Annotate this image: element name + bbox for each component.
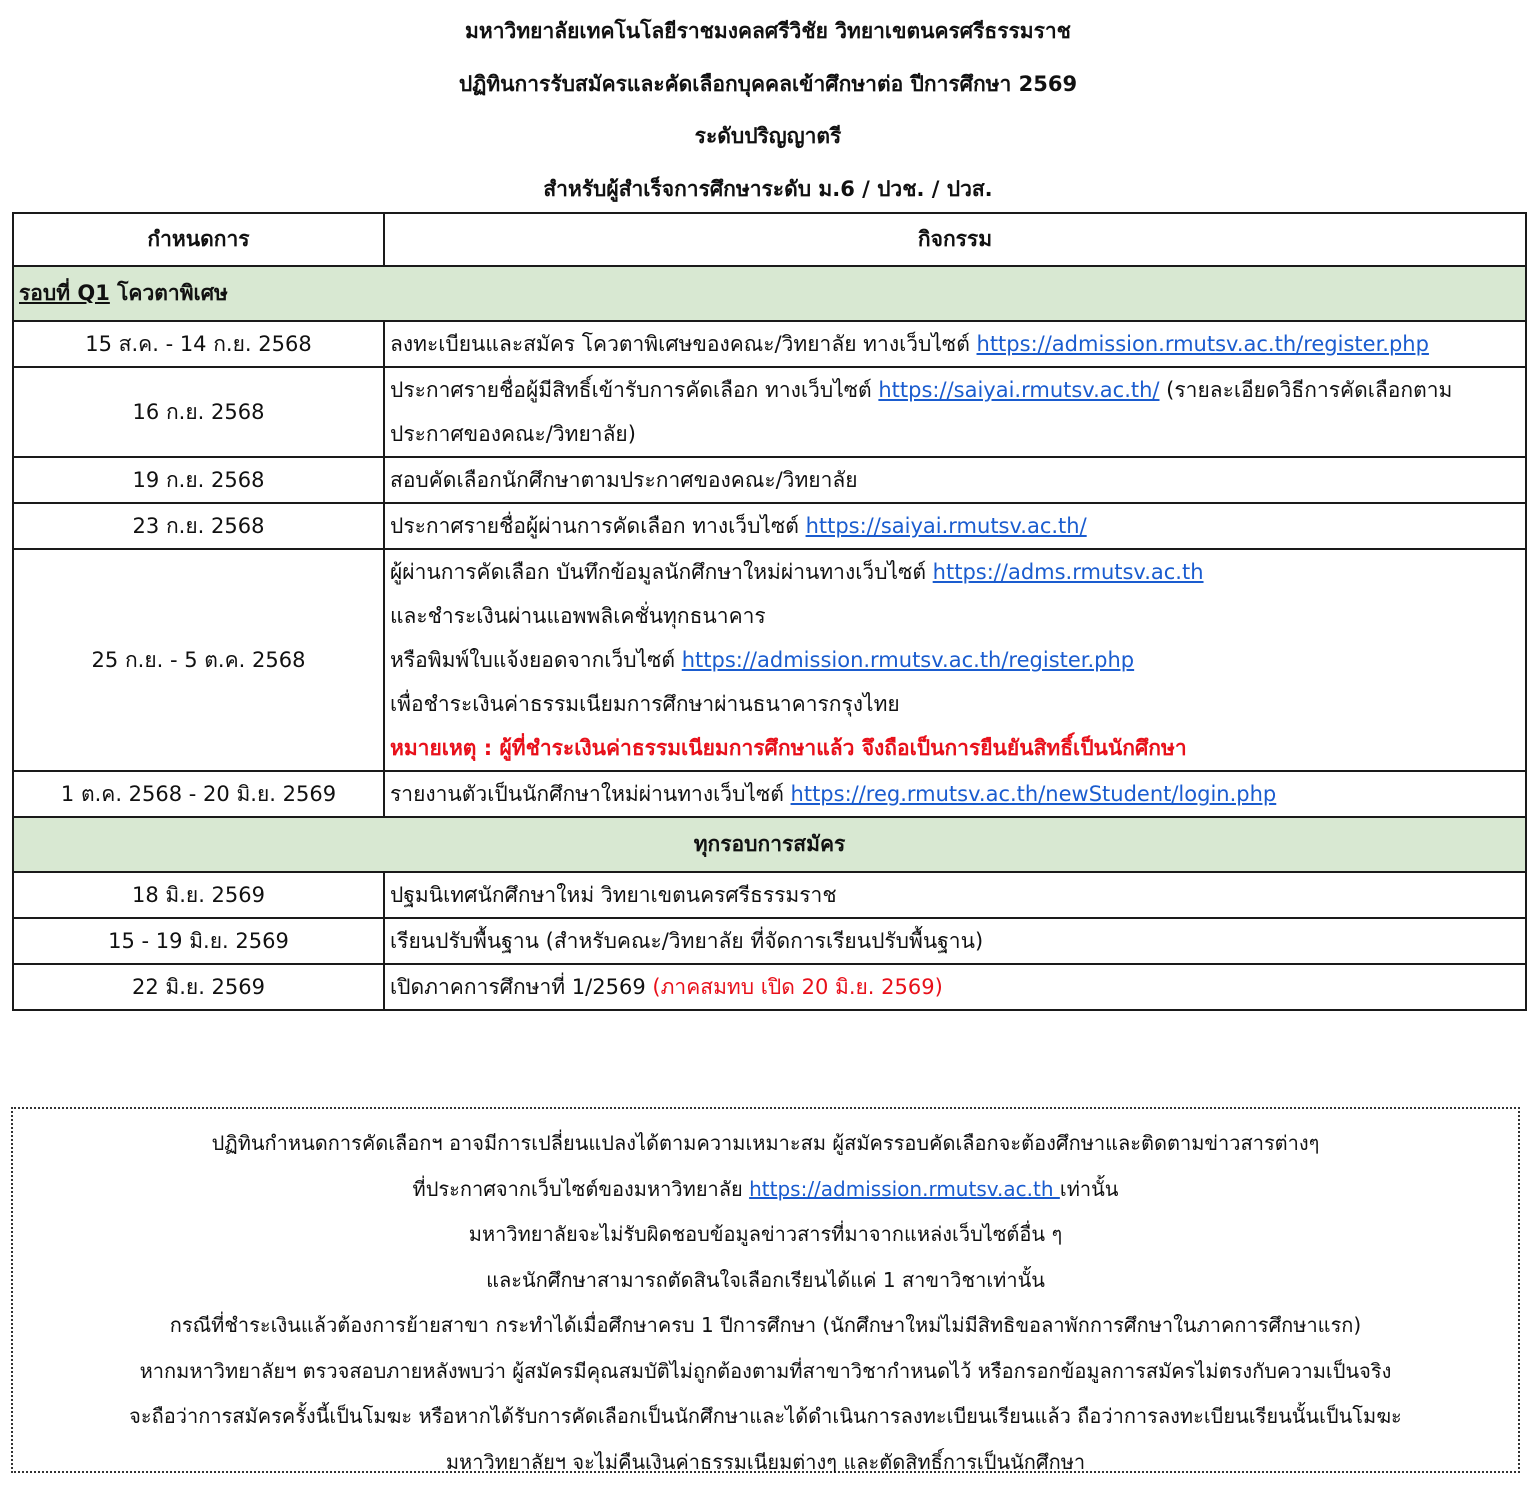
activity-text: เปิดภาคการศึกษาที่ 1/2569 [390,975,652,999]
column-header-date: กำหนดการ [13,213,384,266]
row-activity [384,771,1526,817]
section-title-all-rounds: ทุกรอบการสมัคร [13,817,1526,872]
row-date: 1 ต.ค. 2568 - 20 มิ.ย. 2569 [13,771,384,817]
activity-text: ลงทะเบียนและสมัคร โควตาพิเศษของคณะ/วิทยาลัย ทางเว็บไซต์ [390,332,977,356]
saiyai-link[interactable]: https://saiyai.rmutsv.ac.th/ [806,514,1087,538]
section-title-q1 [13,266,1526,321]
activity-text: หรือพิมพ์ใบแจ้งยอดจากเว็บไซต์ [390,648,682,672]
table-row [13,549,1526,771]
activity-text: ประกาศรายชื่อผู้ผ่านการคัดเลือก ทางเว็บไซต์ [390,514,806,538]
activity-text-bank: เพื่อชำระเงินค่าธรรมเนียมการศึกษาผ่านธนาคารกรุงไทย [390,682,1520,726]
row-activity [384,503,1526,549]
row-activity: เรียนปรับพื้นฐาน (สำหรับคณะ/วิทยาลัย ที่จัดการเรียนปรับพื้นฐาน) [384,918,1526,964]
table-row [13,918,1526,964]
row-date: 16 ก.ย. 2568 [13,367,384,457]
disclaimer-line-4: และนักศึกษาสามารถตัดสินใจเลือกเรียนได้แค่ 1 สาขาวิชาเท่านั้น [13,1258,1518,1304]
table-row [13,367,1526,457]
activity-text-line2: ประกาศของคณะ/วิทยาลัย) [390,412,1520,456]
table-row [13,321,1526,367]
disclaimer-line-3: มหาวิทยาลัยจะไม่รับผิดชอบข้อมูลข่าวสารที่มาจากแหล่งเว็บไซต์อื่น ๆ [13,1212,1518,1258]
row-date: 23 ก.ย. 2568 [13,503,384,549]
activity-text: ประกาศรายชื่อผู้มีสิทธิ์เข้ารับการคัดเลือก ทางเว็บไซต์ [390,378,878,402]
row-date: 22 มิ.ย. 2569 [13,964,384,1010]
row-activity: ปฐมนิเทศนักศึกษาใหม่ วิทยาเขตนครศรีธรรมราช [384,872,1526,918]
row-activity: สอบคัดเลือกนักศึกษาตามประกาศของคณะ/วิทยาลัย [384,457,1526,503]
table-row [13,771,1526,817]
disclaimer-line-8: มหาวิทยาลัยฯ จะไม่คืนเงินค่าธรรมเนียมต่างๆ และตัดสิทธิ์การเป็นนักศึกษา [13,1440,1518,1485]
row-date: 25 ก.ย. - 5 ต.ค. 2568 [13,549,384,771]
row-date: 15 - 19 มิ.ย. 2569 [13,918,384,964]
row-date: 15 ส.ค. - 14 ก.ย. 2568 [13,321,384,367]
table-row [13,457,1526,503]
row-activity [384,964,1526,1010]
activity-text: ผู้ผ่านการคัดเลือก บันทึกข้อมูลนักศึกษาใหม่ผ่านทางเว็บไซต์ [390,560,933,584]
payment-note: หมายเหตุ : ผู้ที่ชำระเงินค่าธรรมเนียมการศึกษาแล้ว จึงถือเป็นการยืนยันสิทธิ์เป็นนักศึกษา [390,726,1520,770]
section-round-label: รอบที่ Q1 [19,281,110,305]
row-date: 19 ก.ย. 2568 [13,457,384,503]
activity-text: รายงานตัวเป็นนักศึกษาใหม่ผ่านทางเว็บไซต์ [390,782,791,806]
degree-level: ระดับปริญญาตรี [0,121,1536,151]
disclaimer-text-after: เท่านั้น [1060,1177,1119,1201]
disclaimer-line-6: หากมหาวิทยาลัยฯ ตรวจสอบภายหลังพบว่า ผู้สมัครมีคุณสมบัติไม่ถูกต้องตามที่สาขาวิชากำหนดไว้ หรือกรอกข้อมูลการสมัครไม่ตรงกับความเป็นจริง [13,1349,1518,1395]
register-link[interactable]: https://admission.rmutsv.ac.th/register.php [682,648,1134,672]
row-activity [384,321,1526,367]
table-header-row [13,213,1526,266]
adms-link[interactable]: https://adms.rmutsv.ac.th [933,560,1204,584]
activity-text-after: (รายละเอียดวิธีการคัดเลือกตาม [1160,378,1453,402]
schedule-table [12,212,1527,1011]
university-name: มหาวิทยาลัยเทคโนโลยีราชมงคลศรีวิชัย วิทยาเขตนครศรีธรรมราช [0,16,1536,46]
section-row-q1 [13,266,1526,321]
saiyai-link[interactable]: https://saiyai.rmutsv.ac.th/ [878,378,1159,402]
row-activity [384,367,1526,457]
register-link[interactable]: https://admission.rmutsv.ac.th/register.php [977,332,1429,356]
evening-program-note: (ภาคสมทบ เปิด 20 มิ.ย. 2569) [652,975,942,999]
disclaimer-line-1: ปฏิทินกำหนดการคัดเลือกฯ อาจมีการเปลี่ยนแปลงได้ตามความเหมาะสม ผู้สมัครรอบคัดเลือกจะต้องศึกษาและติดตามข่าวสารต่างๆ [13,1121,1518,1167]
disclaimer-line-7: จะถือว่าการสมัครครั้งนี้เป็นโมฆะ หรือหากได้รับการคัดเลือกเป็นนักศึกษาและได้ดำเนินการลงทะเบียนเรียนแล้ว ถือว่าการลงทะเบียนเรียนนั้นเป็นโมฆะ [13,1394,1518,1440]
disclaimer-text: ที่ประกาศจากเว็บไซต์ของมหาวิทยาลัย [413,1177,750,1201]
activity-text-payment: และชำระเงินผ่านแอพพลิเคชั่นทุกธนาคาร [390,594,1520,638]
table-row [13,964,1526,1010]
row-date: 18 มิ.ย. 2569 [13,872,384,918]
column-header-activity: กิจกรรม [384,213,1526,266]
table-row [13,503,1526,549]
new-student-login-link[interactable]: https://reg.rmutsv.ac.th/newStudent/login.php [791,782,1277,806]
section-row-all-rounds [13,817,1526,872]
disclaimer-line-2 [13,1167,1518,1213]
calendar-title: ปฏิทินการรับสมัครและคัดเลือกบุคคลเข้าศึกษาต่อ ปีการศึกษา 2569 [0,69,1536,99]
section-round-name: โควตาพิเศษ [110,281,228,305]
row-activity [384,549,1526,771]
disclaimer-box [11,1107,1520,1473]
eligibility-subtitle: สำหรับผู้สำเร็จการศึกษาระดับ ม.6 / ปวช. / ปวส. [0,174,1536,204]
disclaimer-line-5: กรณีที่ชำระเงินแล้วต้องการย้ายสาขา กระทำได้เมื่อศึกษาครบ 1 ปีการศึกษา (นักศึกษาใหม่ไม่มีสิทธิขอลาพักการศึกษาในภาคการศึกษาแรก) [13,1303,1518,1349]
table-row [13,872,1526,918]
admission-website-link[interactable]: https://admission.rmutsv.ac.th [749,1177,1060,1201]
